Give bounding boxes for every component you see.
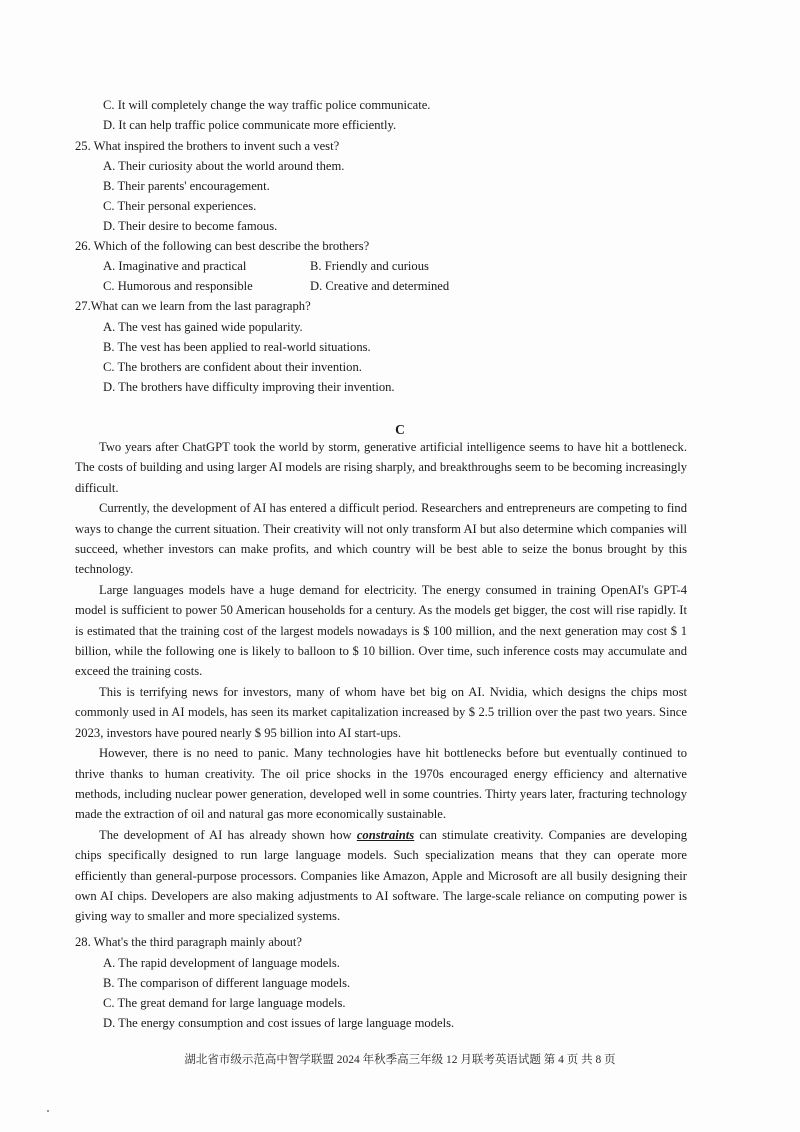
q28-option-d: D. The energy consumption and cost issues of large language models. (103, 1016, 455, 1030)
q28-option-c: C. The great demand for large language models. (103, 996, 346, 1010)
q28-stem: 28. What's the third paragraph mainly about? (75, 935, 302, 949)
paragraph-6 (75, 825, 687, 927)
q26-option-d: D. Creative and determined (310, 279, 450, 293)
paragraph-3: Large languages models have a huge demand for electricity. The energy consumed in training OpenAI's GPT-4 model is sufficient to power 50 American households for a century. As the models get bigger, the cost will rise rapidly. It is estimated that the training cost of the largest models nowadays is $ 100 million, and the next generation may cost $ 1 billion, while the following one is likely to balloon to $ 10 billion. Over time, such inference costs may accumulate and exceed the training costs. (75, 582, 687, 679)
q24-option-c: C. It will completely change the way traffic police communicate. (103, 98, 431, 112)
paragraph-1: Two years after ChatGPT took the world by storm, generative artificial intelligence seems to have hit a bottleneck. The costs of building and using larger AI models are rising sharply, and breakthroughs seem to be becoming increasingly difficult. (75, 440, 687, 495)
q27-option-d: D. The brothers have difficulty improving their invention. (103, 380, 395, 394)
q26-option-a: A. Imaginative and practical (103, 259, 247, 273)
q27-option-b: B. The vest has been applied to real-world situations. (103, 340, 371, 354)
paragraph-4: This is terrifying news for investors, many of whom have bet big on AI. Nvidia, which designs the chips most commonly used in AI models, has seen its market capitalization increased by $ 2.5 trillion over the past two years. Since 2023, investors have poured nearly $ 95 billion into AI start-ups. (75, 684, 687, 740)
passage-c (75, 437, 687, 927)
q25-option-c: C. Their personal experiences. (103, 199, 257, 213)
q27-option-a: A. The vest has gained wide popularity. (103, 320, 303, 334)
paragraph-2: Currently, the development of AI has entered a difficult period. Researchers and entrepreneurs are competing to find ways to change the current situation. Their creativity will not only transform AI but also determine which companies will succeed, whether investors can make profits, and which country will be best able to seize the bonus brought by this technology. (75, 501, 687, 577)
q24-option-d: D. It can help traffic police communicate more efficiently. (103, 118, 397, 132)
q25-option-d: D. Their desire to become famous. (103, 219, 278, 233)
q26-option-c: C. Humorous and responsible (103, 279, 253, 293)
scan-speck (47, 1110, 49, 1112)
q26-option-b: B. Friendly and curious (310, 259, 429, 273)
paragraph-6-start: The development of AI has already shown how (99, 827, 357, 842)
q25-option-b: B. Their parents' encouragement. (103, 179, 270, 193)
paragraph-5: However, there is no need to panic. Many technologies have hit bottlenecks before but eventually continued to thrive thanks to human creativity. The oil price shocks in the 1970s encouraged energy efficiency and alternative methods, including nuclear power generation, developed well in some countries. Thirty years later, fracturing technology made the extraction of oil and natural gas more economically sustainable. (75, 746, 687, 822)
page-footer: 湖北省市级示范高中智学联盟 2024 年秋季高三年级 12 月联考英语试题 第 4 页 共 8 页 (184, 1054, 616, 1066)
q27-option-c: C. The brothers are confident about their invention. (103, 360, 362, 374)
q28-option-a: A. The rapid development of language models. (103, 956, 340, 970)
paragraph-6-rest: can stimulate creativity. Companies are developing chips specifically designed to run large language models. Such specialization means that they can operate more efficiently than general-purpose processors. Companies like Amazon, Apple and Microsoft are all busily designing their own AI chips. Developers are also making adjustments to AI software. The large-scale reliance on computing power is giving way to smaller and more specialized systems. (75, 827, 687, 924)
emphasized-word: constraints (356, 827, 415, 842)
q25-option-a: A. Their curiosity about the world around them. (103, 159, 345, 173)
q26-stem: 26. Which of the following can best describe the brothers? (75, 239, 370, 253)
section-letter: C (395, 422, 405, 437)
q25-stem: 25. What inspired the brothers to invent such a vest? (75, 139, 340, 153)
q27-stem: 27.What can we learn from the last paragraph? (75, 299, 311, 313)
q28-option-b: B. The comparison of different language models. (103, 976, 351, 990)
